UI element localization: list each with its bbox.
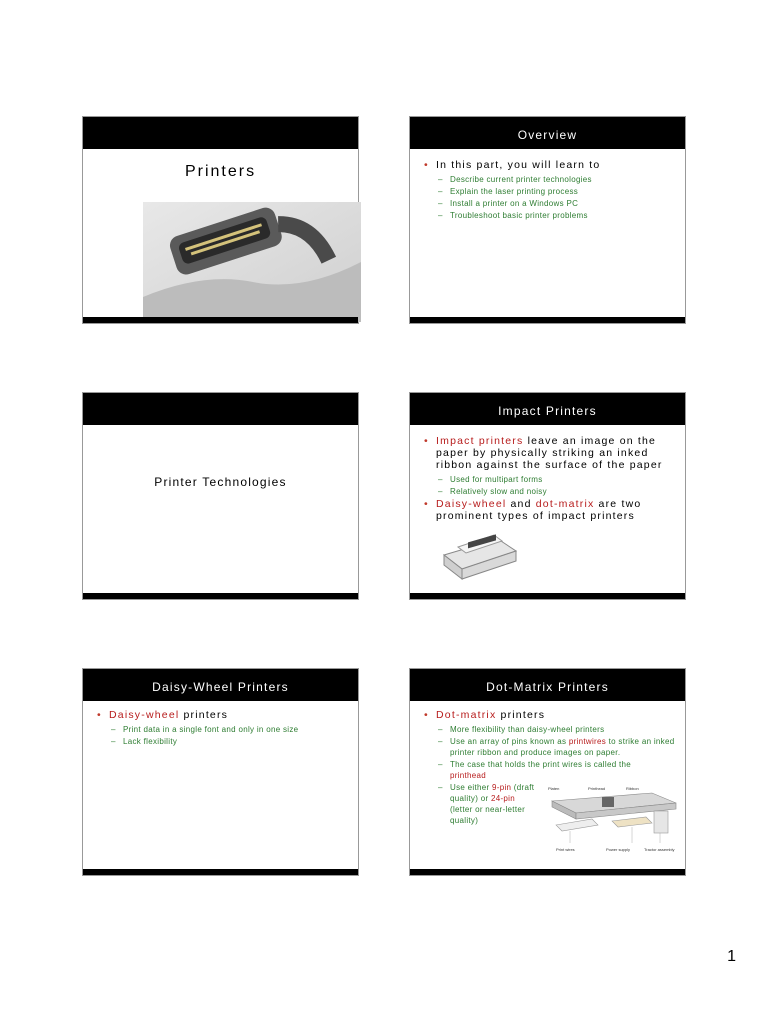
- sub-bullet: – Print data in a single font and only in one size: [97, 724, 348, 735]
- bullet: • Daisy-wheel and dot-matrix are two prominent types of impact printers: [424, 498, 675, 522]
- slide-title: Printer Technologies: [154, 475, 287, 489]
- slide-header: Dot-Matrix Printers: [410, 669, 685, 701]
- diagram-label: Print wires: [556, 847, 575, 852]
- dot-matrix-diagram: [542, 781, 682, 859]
- slide-header-bar: [83, 393, 358, 425]
- slide-header: Overview: [410, 117, 685, 149]
- diagram-label: Power supply: [606, 847, 631, 852]
- slide-footer-bar: [83, 869, 358, 875]
- slide-footer-bar: [410, 317, 685, 323]
- slide-footer-bar: [410, 869, 685, 875]
- bullet: • Impact printers leave an image on the paper by physically striking an inked ribbon against the surface of the paper: [424, 435, 675, 471]
- slide-printers: [82, 116, 359, 324]
- diagram-label: Platen: [548, 786, 560, 791]
- dot-matrix-printer-image: [438, 525, 518, 581]
- sub-bullet: – Explain the laser printing process: [424, 186, 675, 197]
- sub-bullet: – Describe current printer technologies: [424, 174, 675, 185]
- sub-bullet: – Use either 9-pin (draft quality) or 24-pin (letter or near-letter quality): [424, 782, 540, 826]
- sub-bullet: – Install a printer on a Windows PC: [424, 198, 675, 209]
- slide-footer-bar: [83, 593, 358, 599]
- sub-bullet: – The case that holds the print wires is called the printhead: [424, 759, 650, 781]
- parallel-cable-photo: [143, 202, 361, 322]
- diagram-label: Tractor assembly: [644, 847, 675, 852]
- bullet: • Daisy-wheel printers: [97, 709, 348, 721]
- slide-impact-printers: [409, 392, 686, 600]
- slide-header: Impact Printers: [410, 393, 685, 425]
- bullet: • In this part, you will learn to: [424, 159, 675, 171]
- sub-bullet: – More flexibility than daisy-wheel printers: [424, 724, 675, 735]
- sub-bullet: – Relatively slow and noisy: [424, 486, 675, 497]
- bullet: • Dot-matrix printers: [424, 709, 675, 721]
- sub-bullet: – Use an array of pins known as printwires to strike an inked printer ribbon and produce images on paper.: [424, 736, 675, 758]
- slide-daisy-wheel: [82, 668, 359, 876]
- slide-footer-bar: [410, 593, 685, 599]
- slide-printer-technologies: [82, 392, 359, 600]
- sub-bullet: – Used for multipart forms: [424, 474, 675, 485]
- slide-header-bar: [83, 117, 358, 149]
- slide-title: Printers: [184, 163, 257, 180]
- slide-footer-bar: [83, 317, 358, 323]
- sub-bullet: – Troubleshoot basic printer problems: [424, 210, 675, 221]
- page-number: 1: [727, 948, 736, 965]
- slide-overview: [409, 116, 686, 324]
- diagram-label: Ribbon: [626, 786, 639, 791]
- slide-dot-matrix: [409, 668, 686, 876]
- sub-bullet: – Lack flexibility: [97, 736, 348, 747]
- slide-header: Daisy-Wheel Printers: [83, 669, 358, 701]
- diagram-label: Printhead: [588, 786, 606, 791]
